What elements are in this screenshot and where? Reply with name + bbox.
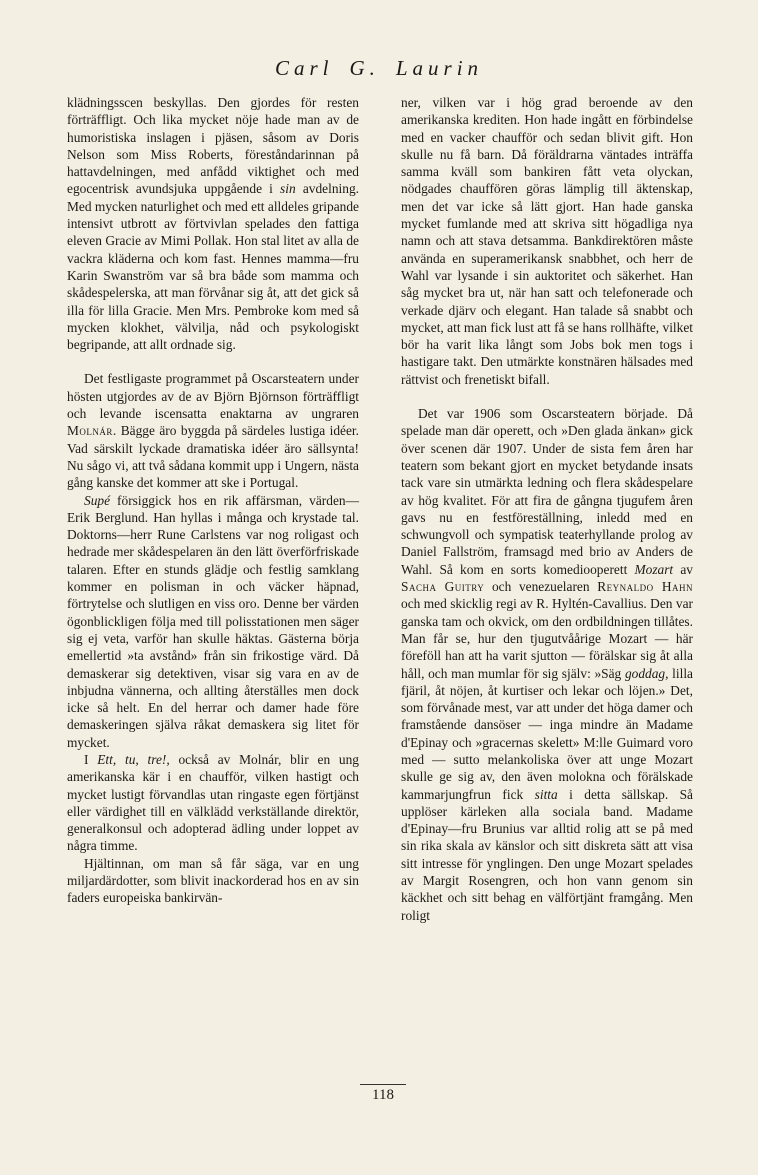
right-column	[401, 94, 693, 924]
play-title: Ett, tu, tre!,	[97, 751, 170, 767]
author-initial: G.	[349, 56, 380, 80]
text-run: avdelning. Med mycken naturlighet och med ett alldeles gripande intensivt utbrott av förtvivlan spelades den fattiga eleven Gracie av Mimi Pollak. Hon stal litet av alla de vackra kläderna och kom fast. Hennes mamma—fru Karin Swanström var så bra både som mamma och skådespelerska, att man förvånar sig åt, att det gick så illa för lilla Gracie. Men Mrs. Pembroke kom med så mycken klokhet, välvilja, nåd och psykologiskt begripande, att allt ordnade sig.	[67, 181, 359, 353]
author-last-name: Laurin	[395, 56, 484, 80]
text-run: också av Molnár, blir en ung amerikanska kär i en chaufför, vilken hastigt och mycket lustigt förvandlas utan ringaste egen förtjänst eller värdighet till en välklädd verkställande direktör, generalkonsul och adopterad ädling under loppet av några timme.	[67, 751, 359, 854]
left-paragraph-5	[67, 855, 359, 907]
right-paragraph-1	[401, 94, 693, 388]
running-header	[0, 56, 758, 81]
text-run: Det festligaste programmet på Oscarsteatern under hösten utgjordes av de av Björn Björnson förträffligt och levande iscensatta enaktarna av ungraren	[67, 371, 359, 422]
text-run: . Bägge äro byggda på särdeles lustiga idéer. Vad särskilt lyckade dramatiska idéer äro sällsynta! Nu sågo vi, att två sådana kommit upp i Ungern, nästa gång kanske det kommer att ske i Portugal.	[67, 423, 359, 491]
author-first-name: Carl	[274, 56, 334, 80]
page-number: 118	[360, 1084, 406, 1104]
text-run: försiggick hos en rik affärsman, värden—Erik Berglund. Han hyllas i många och krystade tal. Doktorns—herr Rune Carlstens var nog roligast och hedrade mer skådespelaren än den lätt överförfriskade talaren. Efter en stunds glädje och festlig samklang kommer en polisman in och väcker häpnad, förtrytelse och slutligen en viss oro. Denne ber värden ögonblickligen följa med till polisstationen men säger sig ej veta, varför han skulle häktas. Gästerna börja emellertid »ta avstånd» från sin frikostige värd. Då demaskerar sig detektiven, visar sig vara en av de inbjudna vännerna, och allting återställes men dock icke så helt. En del herrar och damer hade före demaskeringen själva råkat demaskera sig litet för mycket.	[67, 492, 359, 750]
right-paragraph-2	[401, 405, 693, 924]
text-run: I	[84, 751, 89, 767]
left-column	[67, 94, 359, 907]
left-paragraph-1	[67, 94, 359, 353]
small-caps-name: Reynaldo Hahn	[597, 579, 693, 595]
text-run: Hjältinnan, om man så får säga, var en ung miljardärdotter, som blivit inackorderad hos en av sin faders europeiska bankirvän-	[67, 855, 359, 906]
text-run: Det var 1906 som Oscarsteatern började. Då spelade man där operett, och »Den glada änkan» gick över scenen där 1907. Under de sista fem åren har teatern som bekant gjort en mycket betydande insats tack vare sin utmärkta ledning och flera skådespelare av hög kvalitet. För att fira de gångna tjugufem åren gavs nu en festföreställning, inledd med en schwungvoll och sympatisk teaterhyllande prolog av Daniel Fallström, framsagd med brio av Anders de Wahl. Så kom en sorts komediooperett	[401, 406, 693, 577]
text-run: klädningsscen beskyllas. Den gjordes för resten förträffligt. Och lika mycket nöje hade man av de humoristiska inslagen i pjäsen, såsom av Doris Nelson som Miss Roberts, föreståndarinnan på hattavdelningen, med anfådd viktighet och med egocentrisk avundsjuka uppgående i	[67, 95, 359, 197]
left-paragraph-4	[67, 751, 359, 855]
emphasis: sitta	[534, 786, 558, 802]
text-run: och venezuelaren	[491, 579, 590, 595]
left-paragraph-2	[67, 370, 359, 491]
play-title: Mozart	[634, 561, 674, 577]
play-title: Supé	[84, 492, 111, 508]
text-run: lilla fjäril, åt nöjen, åt kurtiser och lekar och löjen.» Det, som förvånade mest, var att under det höga damer och framstående dansöser — inga mindre än Madame d'Epinay och »gracernas skelett» M:lle Guimard voro med — sutto melankoliska över att unge Mozart skulle ge sig av, den även molokna och förälskade kammarjungfrun fick	[401, 665, 693, 802]
text-run: av	[680, 561, 693, 577]
text-run: ner, vilken var i hög grad beroende av den amerikanska krediten. Hon hade ingått en förbindelse med en vacker chaufför och sedan blivit gift. Hon skulle nu få barn. Då föräldrarna väntades inträffa samma kväll som bankiren fått veta olyckan, nödgades chauffören göras lämplig till äktenskap, men det var icke så lätt gjort. Han hade ganska mycket fumlande med att skriva sitt högadliga nya namn och att stava detsamma. Bankdirektören måste använda en superamerikansk snabbhet, och herr de Wahl var lysande i sin auktoritet och säkerhet. Han såg mycket bra ut, när han satt och telefonerade och verkade djärv och elegant. Han talade så snabbt och mycket, att man fick lust att få se hans rollhäfte, vilket bör ha varit lika långt som Jobs bok men togs i hastigare takt. Den utmärkte konstnären hälsades med rättvist och frenetiskt bifall.	[401, 95, 693, 387]
emphasis: goddag,	[624, 665, 669, 681]
small-caps-name: Molnár	[67, 423, 113, 439]
text-run: och med skicklig regi av R. Hyltén-Cavallius. Den var ganska tam och okvick, om den ordbildningen tillåtes. Man får se, hur den tjugutvåårige Mozart — här föreföll han att ha varit sjutton — förälskar sig åt alla håll, och man mumlar för sig själv: »Säg	[401, 596, 693, 681]
left-paragraph-3	[67, 492, 359, 751]
emphasis: sin	[280, 181, 296, 197]
small-caps-name: Sacha Guitry	[401, 579, 485, 595]
text-run: i detta sällskap. Så upplöser kärleken alla sociala band. Madame d'Epinay—fru Brunius var alltid rolig att se på med sin rika skala av känslor och sitt diskreta sätt att visa sitt intresse för ynglingen. Den unge Mozart spelades av Margit Rosengren, och hon vann genom sin käckhet och sitt behag en välförtjänt framgång. Men roligt	[401, 786, 693, 923]
